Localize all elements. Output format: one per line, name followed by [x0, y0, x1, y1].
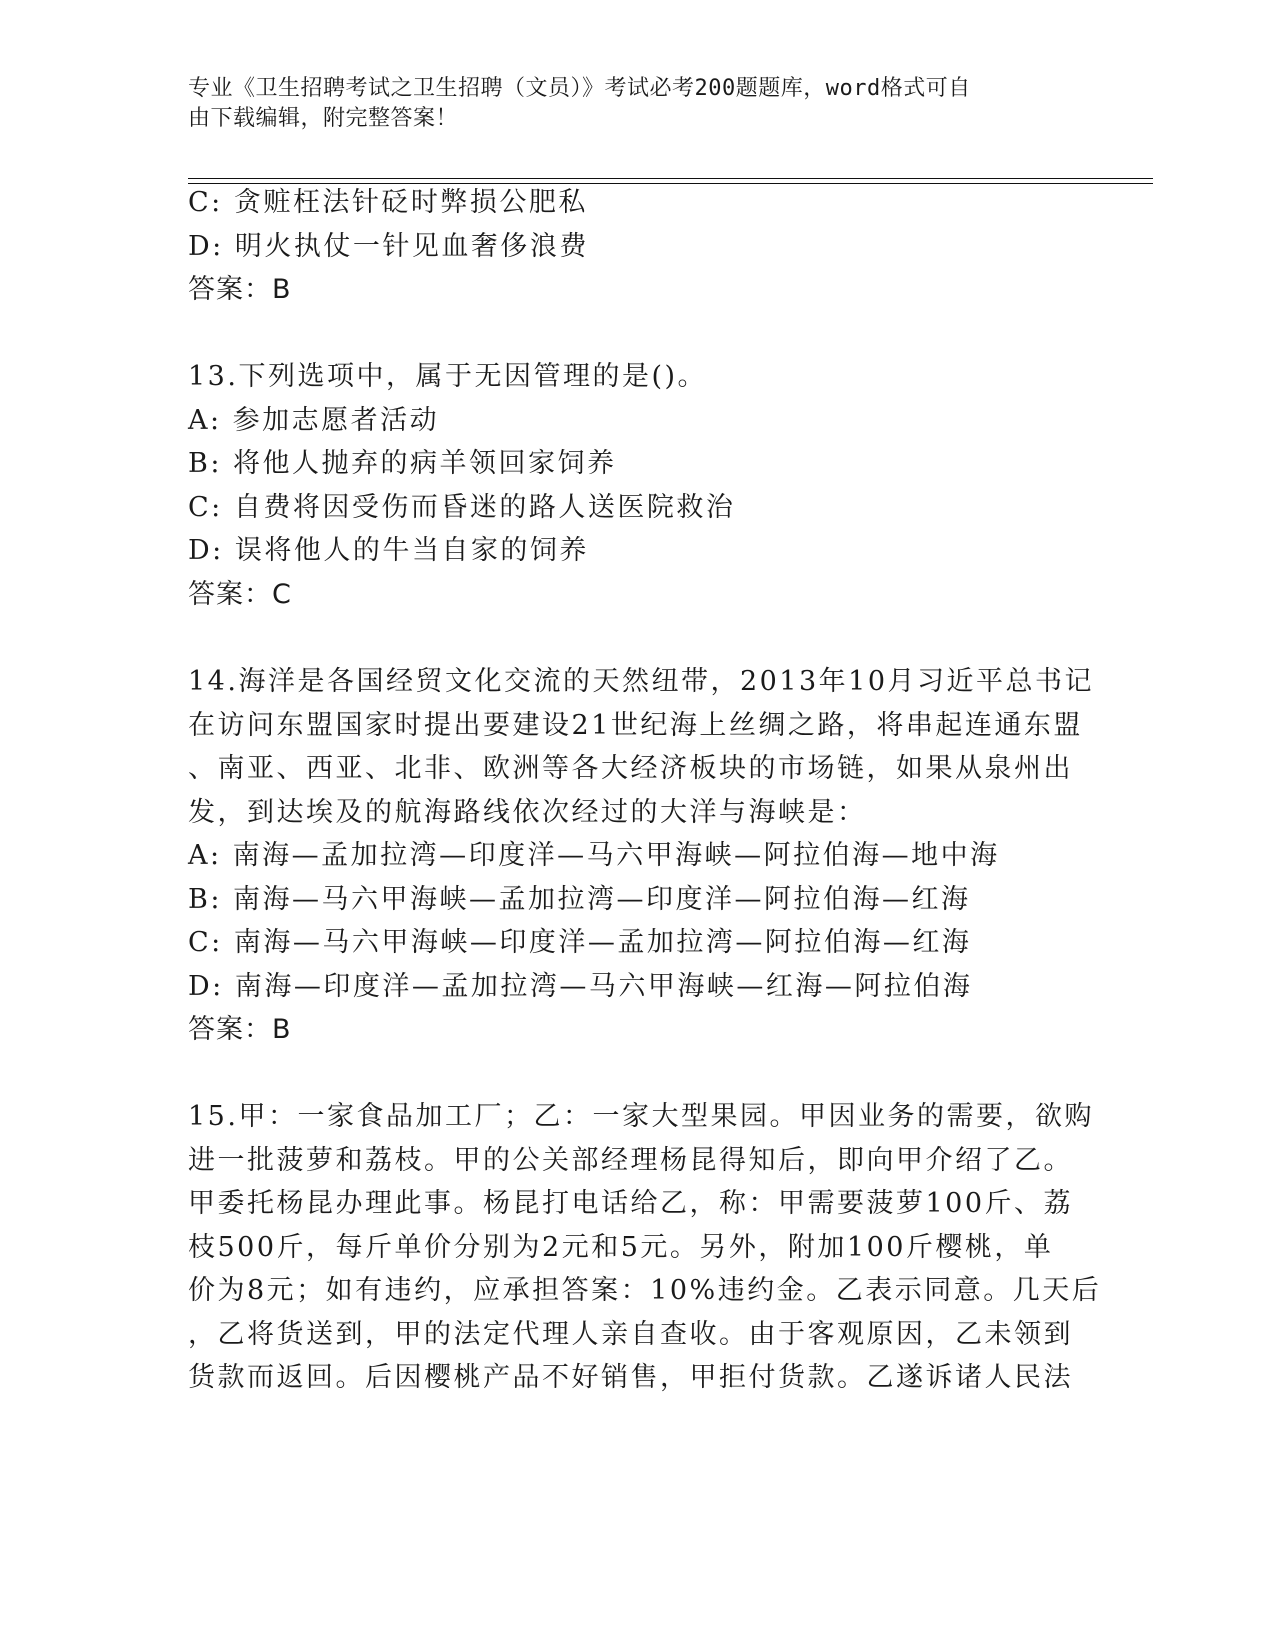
q13-option-c: C: 自费将因受伤而昏迷的路人送医院救治 [188, 492, 736, 523]
q15-stem-line-6: ，乙将货送到，甲的法定代理人亲自查收。由于客观原因，乙未领到 [188, 1319, 1073, 1350]
header-line-1: 专业《卫生招聘考试之卫生招聘（文员）》考试必考200题题库，word格式可自 [188, 76, 971, 101]
q14-stem-line-1: 14.海洋是各国经贸文化交流的天然纽带，2013年10月习近平总书记 [188, 666, 1095, 697]
q14-stem-line-2: 在访问东盟国家时提出要建设21世纪海上丝绸之路，将串起连通东盟 [188, 710, 1083, 741]
q15-stem-line-4: 枝500斤，每斤单价分别为2元和5元。另外，附加100斤樱桃，单 [188, 1232, 1054, 1263]
q13-option-b: B: 将他人抛弃的病羊领回家饲养 [188, 448, 617, 479]
q14-option-c: C: 南海—马六甲海峡—印度洋—孟加拉湾—阿拉伯海—红海 [188, 927, 972, 958]
q15-stem-line-2: 进一批菠萝和荔枝。甲的公关部经理杨昆得知后，即向甲介绍了乙。 [188, 1145, 1073, 1176]
q15-stem-line-5: 价为8元；如有违约，应承担答案：10%违约金。乙表示同意。几天后 [188, 1275, 1102, 1306]
header-rule-top [188, 178, 1153, 179]
q14-option-d: D: 南海—印度洋—孟加拉湾—马六甲海峡—红海—阿拉伯海 [188, 971, 973, 1002]
q14-stem-line-3: 、南亚、西亚、北非、欧洲等各大经济板块的市场链，如果从泉州出 [188, 753, 1073, 784]
q13-answer: 答案：C [188, 579, 292, 610]
q15-stem-line-1: 15.甲：一家食品加工厂；乙：一家大型果园。甲因业务的需要，欲购 [188, 1101, 1094, 1132]
page-header [188, 74, 1068, 134]
q15-stem-line-3: 甲委托杨昆办理此事。杨昆打电话给乙，称：甲需要菠萝100斤、荔 [188, 1188, 1074, 1219]
q14-option-a: A: 南海—孟加拉湾—印度洋—马六甲海峡—阿拉伯海—地中海 [188, 840, 1000, 871]
header-line-2: 由下载编辑，附完整答案！ [188, 106, 459, 131]
q14-answer: 答案：B [188, 1014, 292, 1045]
q13-option-a: A: 参加志愿者活动 [188, 405, 440, 436]
q13-stem: 13.下列选项中，属于无因管理的是()。 [188, 361, 708, 392]
q14-stem-line-4: 发，到达埃及的航海路线依次经过的大洋与海峡是： [188, 797, 867, 828]
q13-option-d: D: 误将他人的牛当自家的饲养 [188, 535, 589, 566]
q14-option-b: B: 南海—马六甲海峡—孟加拉湾—印度洋—阿拉伯海—红海 [188, 884, 971, 915]
q12-option-c: C: 贪赃枉法针砭时弊损公肥私 [188, 187, 588, 218]
q15-stem-line-7: 货款而返回。后因樱桃产品不好销售，甲拒付货款。乙遂诉诸人民法 [188, 1362, 1073, 1393]
q12-answer: 答案：B [188, 274, 292, 305]
q12-option-d: D: 明火执仗一针见血奢侈浪费 [188, 231, 589, 262]
